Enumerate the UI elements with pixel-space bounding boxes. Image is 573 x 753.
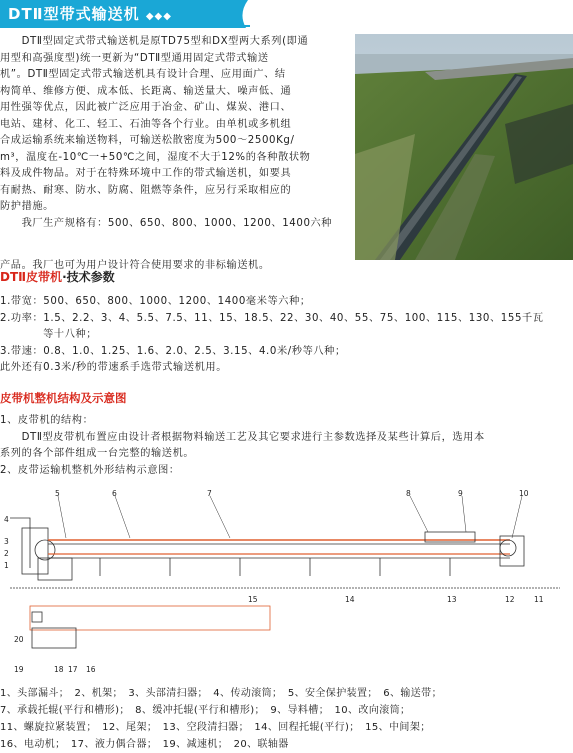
page-title: DTⅡ型带式输送机 ◆◆◆	[8, 5, 172, 23]
structure-line-2: DTⅡ型皮带机布置应由设计者根据物料输送工艺及其它要求进行主参数选择及某些计算后，选用本	[0, 431, 485, 443]
diagram-label-9: 9	[458, 489, 463, 498]
diagram-label-20: 20	[14, 635, 24, 644]
diagram-label-3: 3	[4, 537, 9, 546]
intro-line-12: 我厂生产规格有：500、650、800、1000、1200、1400六种	[0, 217, 333, 229]
diagram-label-1: 1	[4, 561, 9, 570]
diagram-label-7: 7	[207, 489, 212, 498]
intro-line-3: 机”。DTⅡ型固定式带式输送机具有设计合理、应用面广、结	[0, 69, 286, 80]
intro-line-2: 用型和高强度型)统一更新为“DTⅡ型通用固定式带式输送	[0, 52, 269, 64]
intro-line-10: 有耐热、耐寒、防水、防腐、阻燃等条件，应另行采取相应的	[0, 184, 292, 196]
intro-line-1: DTⅡ型固定式带式输送机是原TD75型和DX型两大系列(即通	[0, 36, 309, 47]
structure-body	[0, 413, 573, 479]
diagram-label-13: 13	[447, 595, 457, 604]
diagram-label-18: 18	[54, 665, 64, 674]
intro-line-7: 合成运输系统来输送物料，可输送松散密度为500～2500Kg/	[0, 135, 295, 146]
intro-tail: 产品。我厂也可为用户设计符合使用要求的非标输送机。	[0, 260, 270, 271]
structure-line-4: 2、皮带运输机整机外形结构示意图：	[0, 464, 180, 476]
spec-list	[0, 294, 573, 377]
diagram-label-19: 19	[14, 665, 24, 674]
intro-line-11: 防护措施。	[0, 201, 54, 212]
intro-line-4: 构简单、维修方便、成本低、长距离、输送量大、噪声低、通	[0, 85, 292, 97]
conveyor-photo	[355, 34, 573, 260]
diagram-label-8: 8	[406, 489, 411, 498]
structure-line-1: 1、皮带机的结构：	[0, 415, 94, 426]
diagram-label-14: 14	[345, 595, 355, 604]
structure-heading: 皮带机整机结构及示意图	[0, 391, 127, 405]
intro-paragraph	[0, 34, 350, 232]
spec-line-3: 等十八种；	[0, 329, 98, 340]
diagram-label-15: 15	[248, 595, 258, 604]
diagram-label-12: 12	[505, 595, 515, 604]
diagram-label-2: 2	[4, 549, 9, 558]
spec-heading: DTⅡ皮带机·技术参数	[0, 270, 115, 284]
legend-line-4: 16、电动机； 17、液力偶合器； 19、减速机； 20、联轴器	[0, 739, 289, 750]
conveyor-diagram	[0, 488, 573, 680]
diagram-label-11: 11	[534, 595, 544, 604]
intro-line-5: 用性强等优点，因此被广泛应用于冶金、矿山、煤炭、港口、	[0, 102, 292, 113]
intro-line-9: 料及成件物品。对于在特殊环境中工作的带式输送机，如要具	[0, 168, 292, 179]
intro-line-6: 电站、建材、化工、轻工、石油等各个行业。由单机或多机组	[0, 118, 292, 130]
intro-line-8: m³，温度在-10℃一+50℃之间，湿度不大于12%的各种散状物	[0, 151, 311, 163]
diagram-label-17: 17	[68, 665, 78, 674]
spec-line-5: 此外还有0.3米/秒的带速系手选带式输送机用。	[0, 362, 227, 373]
diagram-label-5: 5	[55, 489, 60, 498]
legend-line-3: 11、螺旋拉紧装置； 12、尾架； 13、空段清扫器； 14、回程托辊(平行)； 15、中间架；	[0, 722, 431, 733]
diagram-label-16: 16	[86, 665, 96, 674]
diagram-legend	[0, 685, 573, 753]
spec-heading-suffix: ·技术参数	[62, 270, 115, 284]
diagram-label-4: 4	[4, 515, 9, 524]
spec-line-2: 2.功率：1.5、2.2、3、4、5.5、7.5、11、15、18.5、22、30、40、55、75、100、115、130、155千瓦	[0, 312, 544, 324]
spec-line-1: 1.带宽：500、650、800、1000、1200、1400毫米等六种；	[0, 296, 311, 307]
structure-line-3: 系列的各个部件组成一台完整的输送机。	[0, 448, 195, 459]
title-decor: ◆◆◆	[145, 11, 172, 22]
diagram-label-10: 10	[519, 489, 529, 498]
legend-line-1: 1、头部漏斗； 2、机架； 3、头部清扫器； 4、传动滚筒； 5、安全保护装置； 6、输送带；	[0, 688, 442, 699]
spec-line-4: 3.带速：0.8、1.0、1.25、1.6、2.0、2.5、3.15、4.0米/秒等八种；	[0, 345, 346, 357]
legend-line-2: 7、承载托辊(平行和槽形)； 8、缓冲托辊(平行和槽形)； 9、导料槽； 10、改向滚筒；	[0, 705, 411, 716]
diagram-label-6: 6	[112, 489, 117, 498]
